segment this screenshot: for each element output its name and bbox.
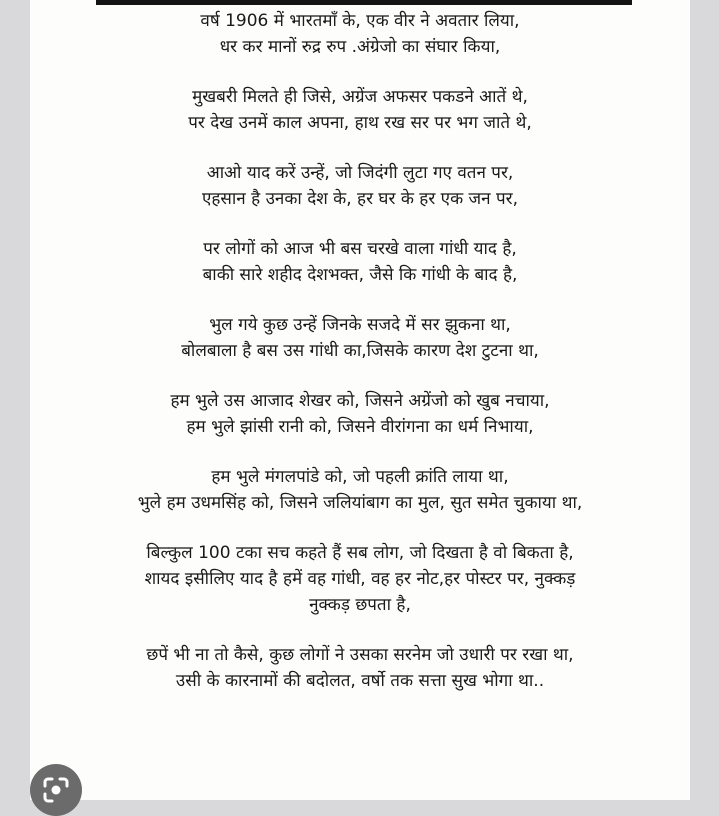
poem-line: नुक्कड़ छपता है,	[309, 595, 411, 615]
poem-line: बाकी सारे शहीद देशभक्त, जैसे कि गांधी के बाद है,	[202, 265, 518, 285]
poem-line: शायद इसीलिए याद है हमें वह गांधी, वह हर नोट,हर पोस्टर पर, नुक्कड़	[144, 569, 576, 589]
poem-page	[30, 0, 690, 800]
stanza	[30, 540, 690, 618]
top-divider-bar	[96, 0, 632, 5]
stanza	[30, 236, 690, 288]
poem-line: पर लोगों को आज भी बस चरखे वाला गांधी याद है,	[203, 239, 517, 259]
stanza	[30, 464, 690, 516]
lens-search-icon	[41, 775, 71, 805]
poem-line: एहसान है उनका देश के, हर घर के हर एक जन पर,	[201, 189, 519, 209]
poem-line: बिल्कुल 100 टका सच कहते हैं सब लोग, जो दिखता है वो बिकता है,	[146, 543, 574, 563]
poem-line: बोलबाला है बस उस गांधी का,जिसके कारण देश टुटना था,	[181, 341, 539, 361]
poem-line: हम भुले झांसी रानी को, जिसने वीरांगना का धर्म निभाया,	[186, 417, 534, 437]
stanza	[30, 312, 690, 364]
poem-line: धर कर मानों रुद्र रुप .अंग्रेजो का संघार किया,	[219, 37, 501, 57]
poem-line: भुल गये कुछ उन्हें जिनके सजदे में सर झुकना था,	[209, 315, 511, 335]
stanza	[30, 160, 690, 212]
poem-line: छपें भी ना तो कैसे, कुछ लोगों ने उसका सरनेम जो उधारी पर रखा था,	[146, 645, 574, 665]
poem-line: आओ याद करें उन्हें, जो जिदंगी लुटा गए वतन पर,	[206, 163, 514, 183]
poem-line: हम भुले उस आजाद शेखर को, जिसने अग्रेंजो को खुब नचाया,	[170, 391, 550, 411]
lens-search-button[interactable]	[30, 764, 82, 816]
poem-line: हम भुले मंगलपांडे को, जो पहली क्रांति लाया था,	[211, 467, 509, 487]
poem-line: पर देख उनमें काल अपना, हाथ रख सर पर भग जाते थे,	[188, 113, 532, 133]
poem-line: उसी के कारनामों की बदोलत, वर्षो तक सत्ता सुख भोगा था..	[175, 671, 545, 691]
stanza	[30, 388, 690, 440]
stanza	[30, 642, 690, 694]
stanza	[30, 8, 690, 60]
poem-line: वर्ष 1906 में भारतमाँ के, एक वीर ने अवतार लिया,	[200, 11, 520, 31]
poem-line: मुखबरी मिलते ही जिसे, अग्रेंज अफसर पकडने आतें थे,	[192, 87, 528, 107]
poem-line: भुले हम उधमसिंह को, जिसने जलियांबाग का मुल, सुत समेत चुकाया था,	[137, 493, 583, 513]
poem-text	[30, 8, 690, 718]
stanza	[30, 84, 690, 136]
